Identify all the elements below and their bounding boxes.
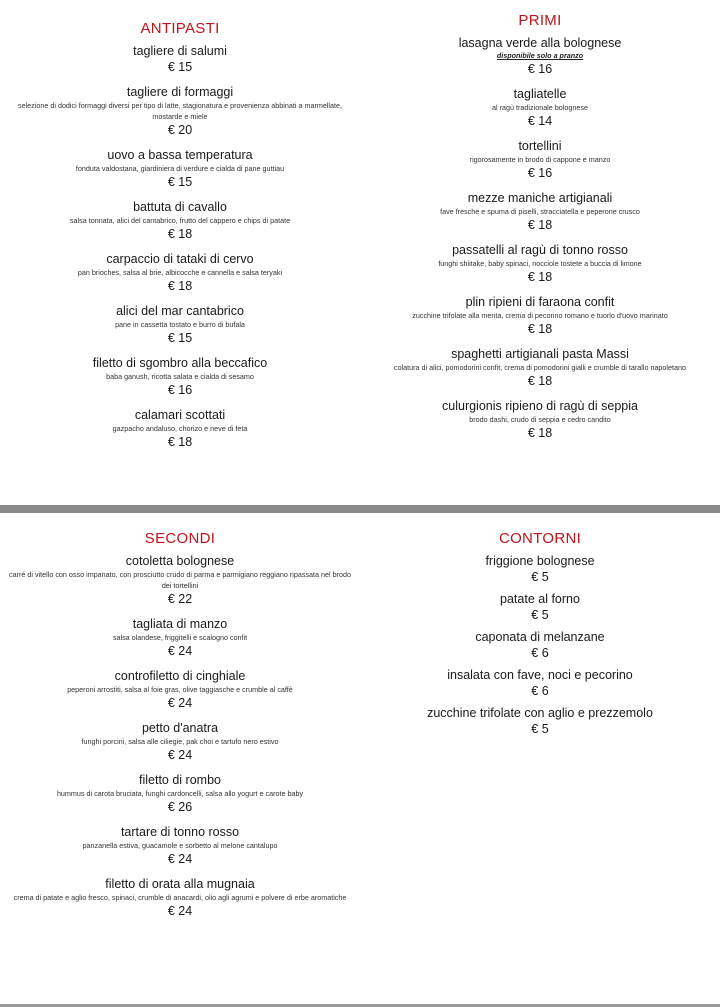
dish-description: crema di patate e aglio fresco, spinaci, crumble di anacardi, olio agli agrumi e polvere di erbe aromatiche — [13, 893, 347, 902]
dish-price: € 18 — [527, 322, 553, 336]
dish-price: € 18 — [527, 426, 553, 440]
menu-item — [0, 824, 360, 867]
menu-item — [0, 553, 360, 607]
menu-item — [0, 876, 360, 919]
dish-price: € 20 — [167, 123, 193, 137]
dish-description: rigorosamente in brodo di cappone e manzo — [469, 155, 611, 164]
dish-name: filetto di orata alla mugnaia — [105, 877, 255, 891]
section-antipasti — [0, 20, 360, 459]
dish-description: al ragù tradizionale bolognese — [492, 103, 588, 112]
dish-name: controfiletto di cinghiale — [114, 669, 246, 683]
menu-item — [0, 407, 360, 450]
menu-item — [0, 355, 360, 398]
dish-price: € 18 — [167, 227, 193, 241]
dish-description: salsa tonnata, alici del cantabrico, frutto del cappero e chips di patate — [69, 216, 291, 225]
dish-price: € 18 — [527, 374, 553, 388]
menu-item — [0, 668, 360, 711]
dish-name: culurgionis ripieno di ragù di seppia — [442, 399, 638, 413]
menu-item — [360, 591, 720, 623]
dish-name: patate al forno — [500, 592, 580, 606]
section-title: CONTORNI — [498, 530, 582, 547]
menu-item — [0, 43, 360, 75]
dish-name: mezze maniche artigianali — [467, 191, 613, 205]
menu-item — [0, 303, 360, 346]
section-secondi — [0, 530, 360, 928]
dish-price: € 15 — [167, 60, 193, 74]
dish-description: selezione di dodici formaggi diversi per tipo di latte, stagionatura e provenienza abbinati a marmellate, mostarde e miele — [17, 101, 343, 121]
dish-description: peperoni arrostiti, salsa al foie gras, olive taggiasche e crumble al caffè — [67, 685, 293, 694]
dish-description: hummus di carota bruciata, funghi cardoncelli, salsa allo yogurt e carote baby — [56, 789, 304, 798]
dish-price: € 5 — [531, 570, 549, 584]
section-title: SECONDI — [144, 530, 216, 547]
menu-page-2 — [0, 513, 720, 1003]
dish-price: € 18 — [527, 270, 553, 284]
menu-item — [0, 147, 360, 190]
dish-price: € 15 — [167, 331, 193, 345]
dish-name: uovo a bassa temperatura — [107, 148, 253, 162]
menu-item — [360, 35, 720, 77]
dish-name: tortellini — [518, 139, 562, 153]
dish-price: € 22 — [167, 592, 193, 606]
dish-price: € 16 — [527, 166, 553, 180]
dish-price: € 24 — [167, 696, 193, 710]
menu-item — [0, 84, 360, 138]
dish-name: tagliata di manzo — [132, 617, 228, 631]
dish-description: baba ganush, ricotta salata e cialda di sesamo — [106, 372, 254, 381]
dish-description: fonduta valdostana, giardiniera di verdure e cialda di pane guttiau — [75, 164, 285, 173]
menu-item — [360, 346, 720, 389]
menu-item — [0, 199, 360, 242]
dish-name: tagliatelle — [513, 87, 567, 101]
menu-item — [360, 138, 720, 181]
dish-name: battuta di cavallo — [133, 200, 227, 214]
dish-price: € 16 — [527, 62, 553, 76]
section-title: PRIMI — [518, 12, 562, 29]
dish-price: € 24 — [167, 852, 193, 866]
dish-description: pan brioches, salsa al brie, albicocche e cannella e salsa teryaki — [77, 268, 283, 277]
dish-price: € 5 — [531, 722, 549, 736]
dish-name: insalata con fave, noci e pecorino — [447, 668, 633, 682]
menu-item — [0, 616, 360, 659]
dish-description: carré di vitello con osso impanato, con prosciutto crudo di parma e parmigiano reggiano ripassata nel brodo dei tortellini — [9, 570, 351, 590]
dish-description: funghi shiitake, baby spinaci, nocciole tostete a buccia di limone — [438, 259, 642, 268]
dish-description: colatura di alici, pomodorini confit, crema di pomodorini gialli e crumble di tarallo napoletano — [393, 363, 687, 372]
menu-item — [360, 242, 720, 285]
menu-item — [360, 705, 720, 737]
dish-name: friggione bolognese — [485, 554, 595, 568]
dish-name: tagliere di formaggi — [126, 85, 234, 99]
dish-price: € 18 — [167, 435, 193, 449]
dish-description: pane in cassetta tostato e burro di bufala — [115, 320, 245, 329]
dish-price: € 15 — [167, 175, 193, 189]
dish-name: lasagna verde alla bolognese — [458, 36, 622, 50]
menu-item — [0, 772, 360, 815]
dish-name: tagliere di salumi — [133, 44, 227, 58]
menu-item — [360, 553, 720, 585]
dish-description: brodo dashi, crudo di seppia e cedro candito — [469, 415, 611, 424]
dish-price: € 6 — [531, 684, 549, 698]
dish-name: caponata di melanzane — [475, 630, 605, 644]
dish-price: € 24 — [167, 748, 193, 762]
menu-item — [0, 251, 360, 294]
dish-description: zucchine trifolate alla menta, crema di pecorino romano e tuorlo d'uovo marinato — [412, 311, 668, 320]
dish-name: filetto di rombo — [139, 773, 221, 787]
dish-price: € 18 — [527, 218, 553, 232]
dish-name: petto d'anatra — [141, 721, 219, 735]
dish-name: passatelli al ragù di tonno rosso — [452, 243, 628, 257]
section-contorni — [360, 530, 720, 743]
page-separator — [0, 505, 720, 513]
dish-description: salsa olandese, friggitelli e scalogno confit — [112, 633, 248, 642]
dish-availability-note: disponibile solo a pranzo — [496, 51, 584, 60]
dish-name: zucchine trifolate con aglio e prezzemolo — [427, 706, 653, 720]
menu-item — [360, 294, 720, 337]
dish-name: cotoletta bolognese — [125, 554, 235, 568]
dish-name: calamari scottati — [134, 408, 226, 422]
dish-name: alici del mar cantabrico — [116, 304, 244, 318]
dish-description: panzanella estiva, guacamole e sorbetto al melone cantalupo — [82, 841, 278, 850]
dish-name: filetto di sgombro alla beccafico — [92, 356, 268, 370]
dish-description: gazpacho andaluso, chorizo e neve di feta — [112, 424, 248, 433]
dish-name: tartare di tonno rosso — [120, 825, 240, 839]
dish-price: € 16 — [167, 383, 193, 397]
menu-item — [360, 667, 720, 699]
dish-price: € 5 — [531, 608, 549, 622]
dish-price: € 24 — [167, 644, 193, 658]
menu-item — [360, 86, 720, 129]
dish-price: € 26 — [167, 800, 193, 814]
menu-item — [360, 629, 720, 661]
section-title: ANTIPASTI — [140, 20, 220, 37]
dish-description: funghi porcini, salsa alle ciliegie, pak choi e tartufo nero estivo — [81, 737, 279, 746]
dish-name: carpaccio di tataki di cervo — [106, 252, 254, 266]
dish-price: € 24 — [167, 904, 193, 918]
dish-price: € 18 — [167, 279, 193, 293]
dish-name: spaghetti artigianali pasta Massi — [451, 347, 629, 361]
dish-name: plin ripieni di faraona confit — [465, 295, 615, 309]
dish-description: fave fresche e spuma di piselli, stracciatella e peperone crusco — [440, 207, 640, 216]
menu-item — [0, 720, 360, 763]
dish-price: € 6 — [531, 646, 549, 660]
menu-item — [360, 190, 720, 233]
section-primi — [360, 12, 720, 450]
dish-price: € 14 — [527, 114, 553, 128]
menu-item — [360, 398, 720, 441]
